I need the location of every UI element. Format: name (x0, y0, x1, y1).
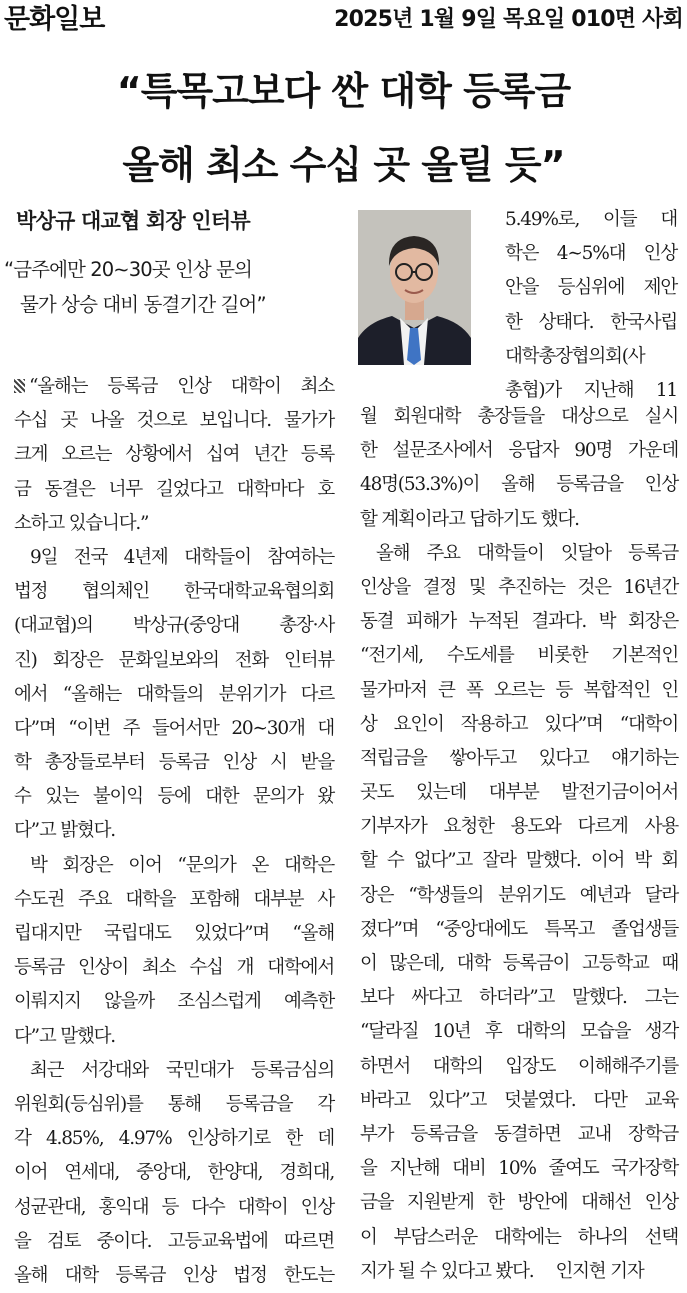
article-line: 소하고 있습니다.” (14, 512, 149, 534)
article-line: 수도권 주요 대학을 포함해 대부분 사 (14, 888, 334, 910)
article-line: 5.49%로, 이들 대 (505, 209, 677, 230)
article-line: 9일 전국 4년제 대학들이 참여하는 (30, 546, 334, 568)
newspaper-logo: 문화일보 (4, 4, 105, 35)
article-line: “올해는 등록금 인상 대학이 최소 (14, 370, 334, 404)
article-line: (대교협)의 박상규(중앙대 총장·사 (14, 615, 334, 637)
article-line: 안을 등심위에 제안 (505, 277, 677, 299)
article-line: 을 검토 중이다. 고등교육법에 따르면 (14, 1230, 334, 1252)
article-line: 이뤄지지 않을까 조심스럽게 예측한 (14, 991, 334, 1013)
article-line: 금을 지원받게 한 방안에 대해선 인상 (360, 1192, 678, 1214)
paragraph-marker-icon (14, 379, 25, 393)
headline-line-1: “특목고보다 싼 대학 등록금 (116, 69, 571, 113)
article-line: 한 상태다. 한국사립 (505, 311, 677, 333)
article-line: 바라고 있다”고 덧붙였다. 다만 교육 (360, 1089, 678, 1111)
headline (0, 54, 687, 202)
article-line: “전기세, 수도세를 비롯한 기본적인 (360, 645, 678, 667)
article-last-line: 지가 될 수 있다고 봤다. 인지현 기자 (360, 1260, 644, 1282)
byline: 인지현 기자 (555, 1260, 644, 1282)
article-column-right (360, 400, 678, 1289)
article-line: 총협)가 지난해 11 (505, 379, 677, 401)
article-line: 크게 오르는 상황에서 십여 년간 등록 (14, 444, 334, 466)
article-line: 등록금 인상이 최소 수십 개 대학에서 (14, 957, 334, 979)
article-line: 최근 서강대와 국민대가 등록금심의 (30, 1059, 334, 1081)
article-line: 졌다”며 “중앙대에도 특목고 졸업생들 (360, 918, 678, 940)
article-line: 올해 주요 대학들이 잇달아 등록금 (376, 542, 678, 564)
article-line: 이어 연세대, 중앙대, 한양대, 경희대, (14, 1162, 334, 1184)
article-line: 장은 “학생들의 분위기도 예년과 달라 (360, 884, 678, 906)
subhead: 박상규 대교협 회장 인터뷰 (16, 209, 250, 233)
article-column-left (14, 370, 334, 1293)
article-line: 이 부담스러운 대학에는 하나의 선택 (360, 1226, 678, 1248)
article-line: 48명(53.3%)이 올해 등록금을 인상 (360, 474, 678, 496)
article-line: 할 계획이라고 답하기도 했다. (360, 508, 579, 530)
article-line: 월 회원대학 총장들을 대상으로 실시 (360, 406, 678, 427)
pull-quote (4, 252, 344, 322)
article-line: 학은 4∼5%대 인상 (505, 243, 677, 265)
article-line: 대학총장협의회(사 (505, 345, 645, 367)
article-line: 상 요인이 작용하고 있다”며 “대학이 (360, 713, 678, 735)
article-line: 기부자가 요청한 용도와 다르게 사용 (360, 816, 678, 838)
article-line: 에서 “올해는 대학들의 분위기가 다르 (14, 683, 334, 705)
masthead (0, 0, 687, 40)
article-line: 적립금을 쌓아두고 있다고 얘기하는 (360, 747, 678, 769)
article-line: 수십 곳 나올 것으로 보입니다. 물가가 (14, 410, 334, 432)
article-line: 성균관대, 홍익대 등 다수 대학이 인상 (14, 1196, 334, 1218)
article-line: 물가마저 큰 폭 오르는 등 복합적인 인 (360, 679, 678, 701)
headline-line-2: 올해 최소 수십 곳 올릴 듯” (122, 143, 565, 187)
article-line: 다”며 “이번 주 들어서만 20∼30개 대 (14, 717, 334, 739)
portrait-illustration (358, 210, 471, 365)
article-line: 법정 협의체인 한국대학교육협의회 (14, 581, 334, 603)
article-line: 한 설문조사에서 응답자 90명 가운데 (360, 440, 678, 462)
article-line: 하면서 대학의 입장도 이해해주기를 (360, 1055, 678, 1077)
article-line: 다”고 말했다. (14, 1025, 115, 1047)
article-line: 수 있는 불이익 등에 대한 문의가 왔 (14, 786, 334, 808)
article-line: 박 회장은 이어 “문의가 온 대학은 (30, 854, 334, 876)
article-line: “달라질 10년 후 대학의 모습을 생각 (360, 1021, 678, 1043)
article-line: 올해 대학 등록금 인상 법정 한도는 (14, 1264, 334, 1286)
article-line: 할 수 없다”고 잘라 말했다. 이어 박 회 (360, 850, 678, 872)
article-line: 을 지난해 대비 10% 줄여도 국가장학 (360, 1158, 678, 1180)
article-line: 립대지만 국립대도 있었다”며 “올해 (14, 923, 334, 944)
pull-quote-line-2: 물가 상승 대비 동결기간 길어” (20, 293, 266, 316)
article-line: 인상을 결정 및 추진하는 것은 16년간 (360, 576, 678, 598)
article-line: 보다 싸다고 하더라”고 말했다. 그는 (360, 987, 678, 1009)
article-line: 학 총장들로부터 등록금 인상 시 받을 (14, 752, 334, 774)
article-line: 다”고 밝혔다. (14, 820, 115, 842)
dateline: 2025년 1월 9일 목요일 010면 사회 (334, 7, 683, 32)
article-line: 이 많은데, 대학 등록금이 고등학교 때 (360, 953, 678, 974)
article-column-right-top (505, 203, 677, 408)
article-line: 부가 등록금을 동결하면 교내 장학금 (360, 1123, 678, 1145)
article-line: 위원회(등심위)를 통해 등록금을 각 (14, 1093, 334, 1115)
reporter-subject-photo (358, 210, 471, 365)
pull-quote-line-1: “금주에만 20∼30곳 인상 문의 (4, 258, 252, 281)
article-line: 동결 피해가 누적된 결과다. 박 회장은 (360, 611, 678, 633)
article-line: 진) 회장은 문화일보와의 전화 인터뷰 (14, 649, 334, 671)
article-line: 금 동결은 너무 길었다고 대학마다 호 (14, 478, 334, 500)
article-line: 각 4.85%, 4.97% 인상하기로 한 데 (14, 1128, 334, 1150)
article-line: 곳도 있는데 대부분 발전기금이어서 (360, 782, 678, 804)
